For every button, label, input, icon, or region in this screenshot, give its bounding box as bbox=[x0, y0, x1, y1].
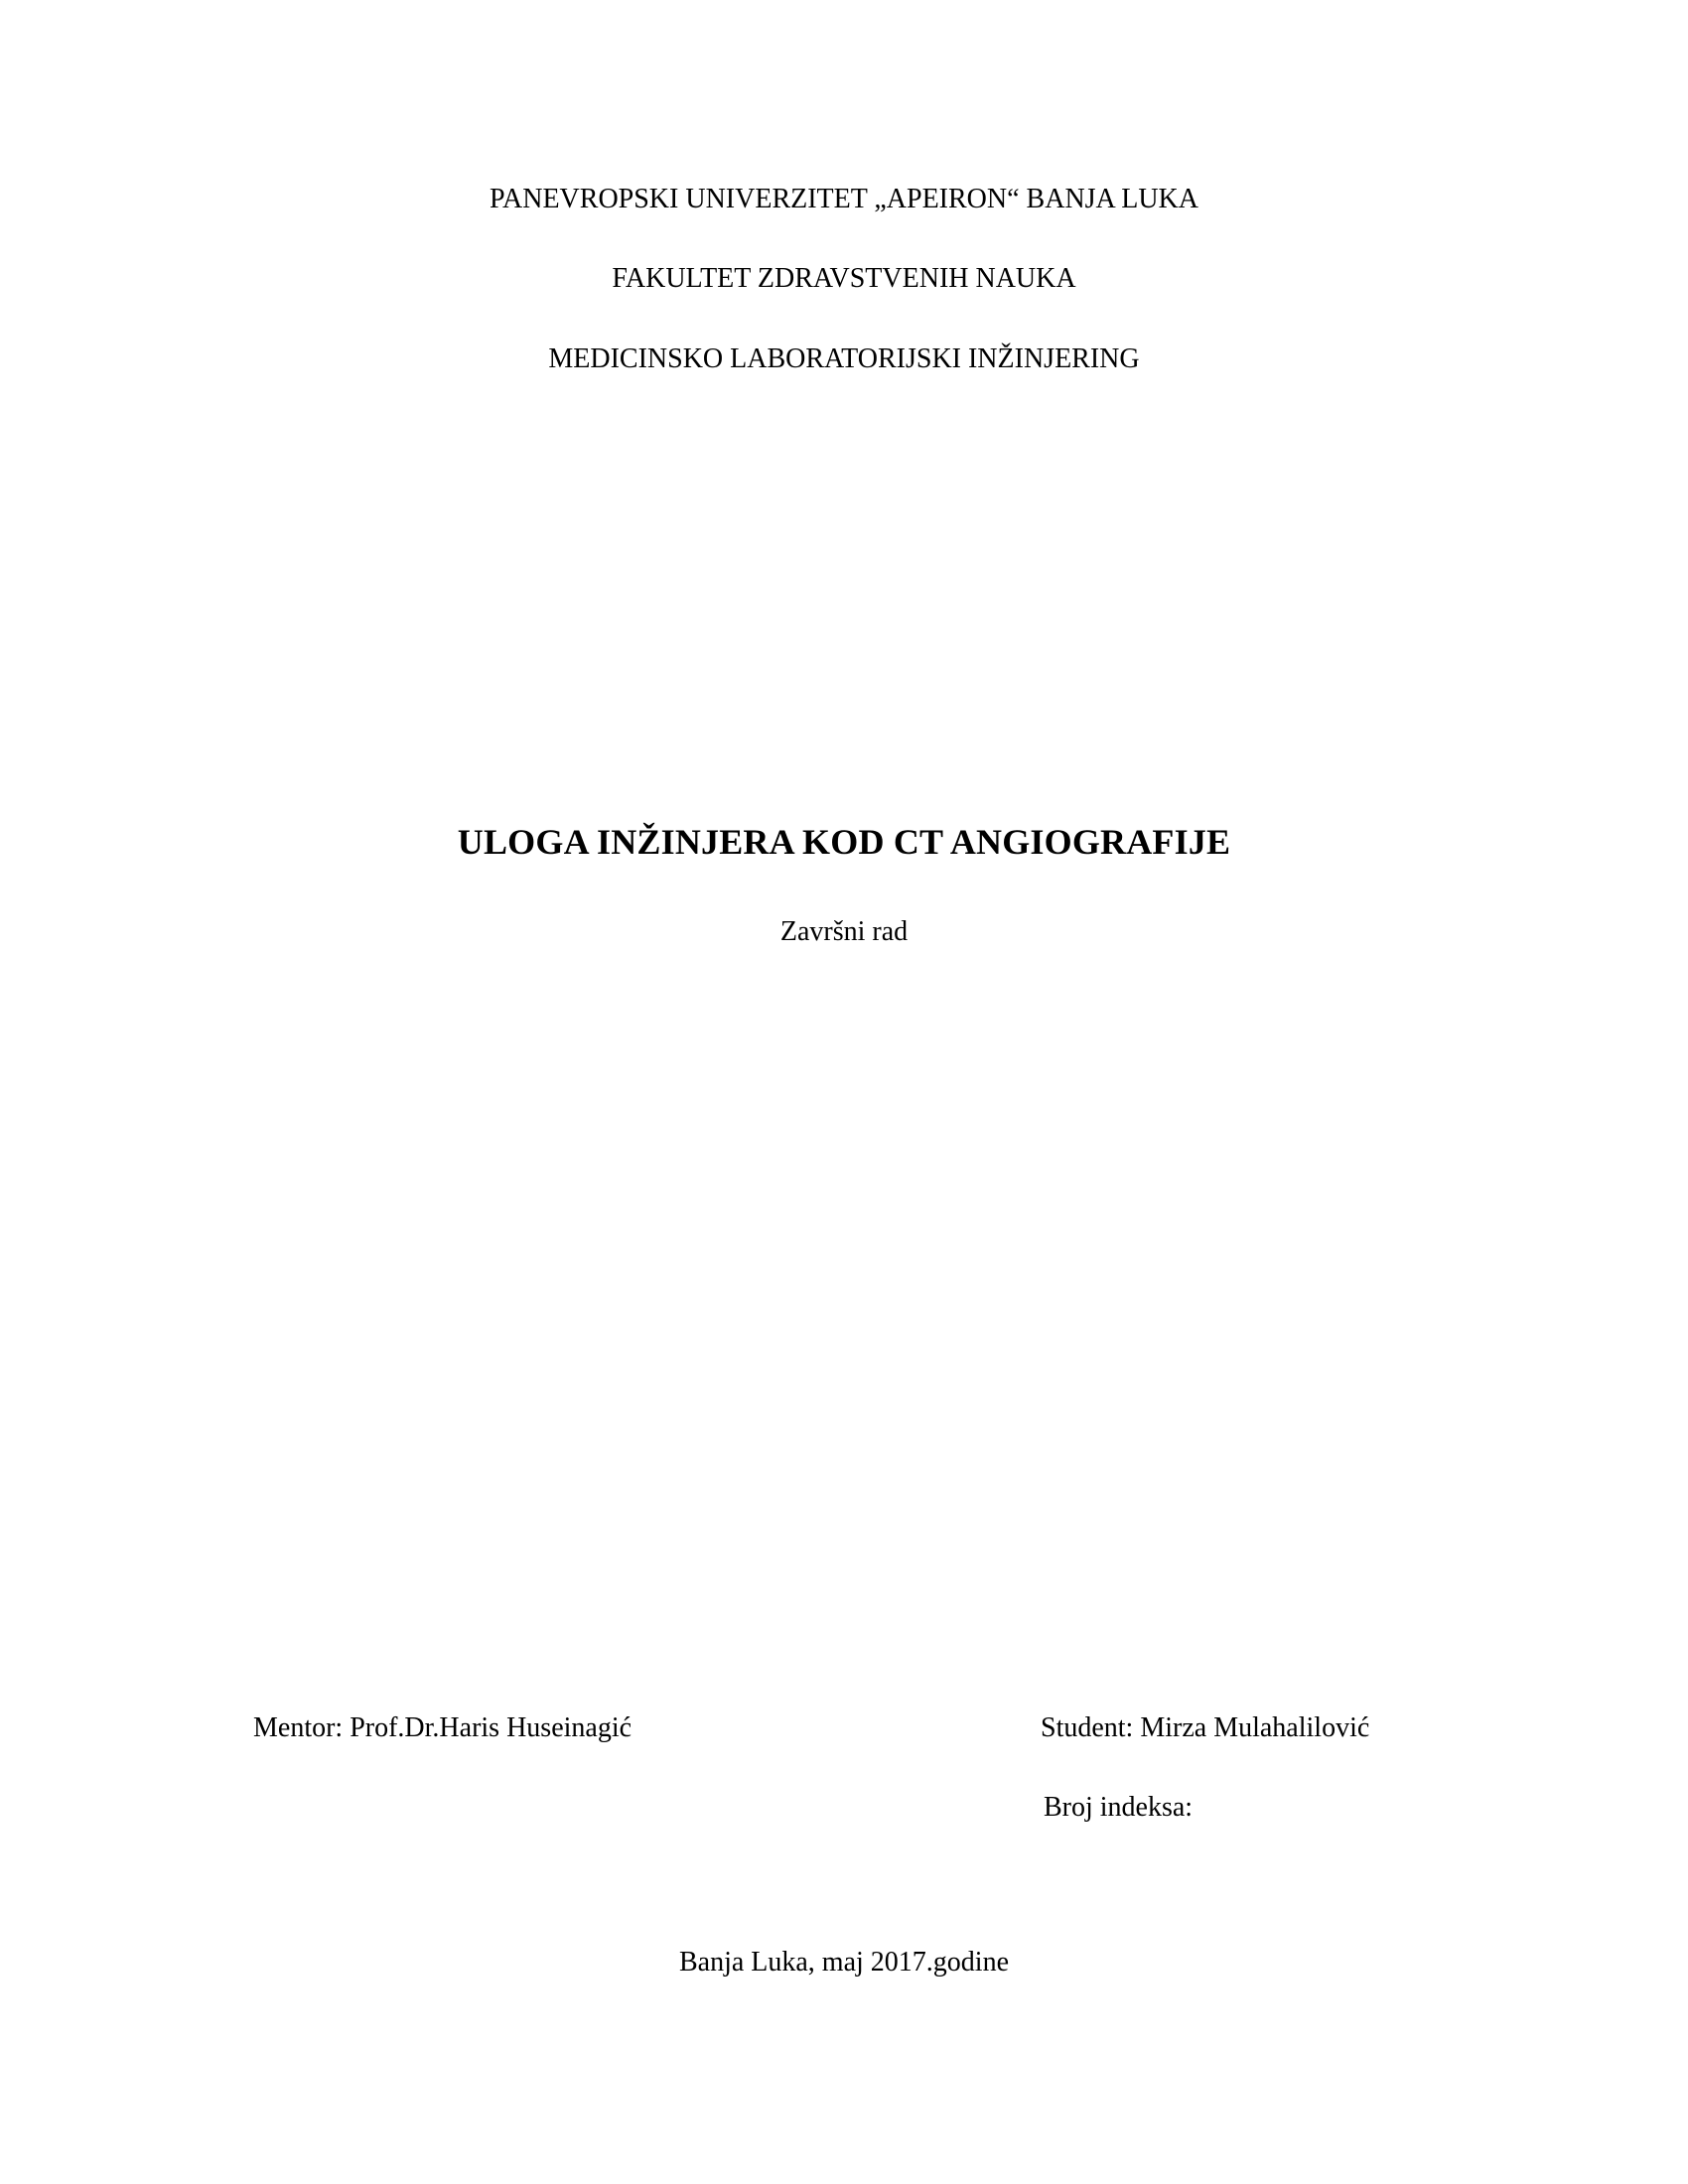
university-name: PANEVROPSKI UNIVERZITET „APEIRON“ BANJA LUKA bbox=[490, 184, 1198, 214]
thesis-title: ULOGA INŽINJERA KOD CT ANGIOGRAFIJE bbox=[457, 822, 1231, 862]
program-name: MEDICINSKO LABORATORIJSKI INŽINJERING bbox=[548, 343, 1140, 374]
mentor-line: Mentor: Prof.Dr.Haris Huseinagić bbox=[253, 1712, 633, 1743]
place-and-date: Banja Luka, maj 2017.godine bbox=[678, 1947, 1010, 1978]
faculty-name: FAKULTET ZDRAVSTVENIH NAUKA bbox=[612, 263, 1076, 294]
thesis-type: Završni rad bbox=[779, 916, 909, 947]
student-line: Student: Mirza Mulahalilović bbox=[1041, 1712, 1370, 1743]
index-number-label: Broj indeksa: bbox=[1044, 1792, 1194, 1823]
